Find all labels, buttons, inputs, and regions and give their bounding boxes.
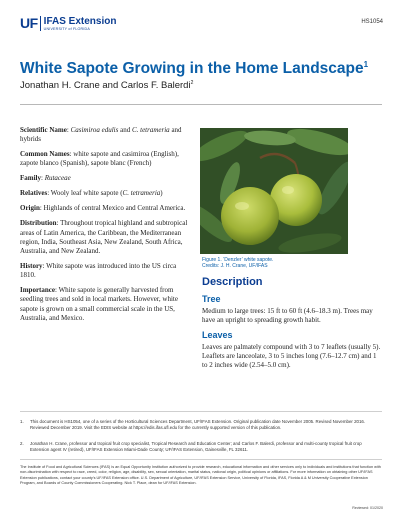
relatives-value: : Wooly leaf white sapote ( — [47, 189, 123, 198]
relatives-italic: C. tetrameria — [122, 189, 161, 198]
footnote-2 — [20, 441, 382, 453]
relatives-label: Relatives — [20, 189, 48, 198]
ifas-extension-logo[interactable] — [20, 16, 116, 32]
logo-university: UNIVERSITY of FLORIDA — [43, 27, 90, 31]
description-heading: Description — [202, 276, 263, 288]
history-value: : White sapote was introduced into the US circa 1810. — [20, 262, 177, 280]
scientific-name-label: Scientific Name — [20, 126, 67, 134]
common-names-label: Common Names — [20, 150, 70, 159]
footnote-1-number: 1. — [20, 419, 24, 424]
tree-heading: Tree — [202, 294, 221, 304]
footnote-2-text: Jonathan H. Crane, professor and tropical fruit crop specialist, Tropical Research and Education Center; and Carlos F. Balerdi, professor and multi-county tropical fruit crop Extension agent IV (retired), UF/IFAS Extension Miami-Dade County; UF/IFAS Extension, Gainesville, FL 32611. — [30, 441, 362, 452]
origin-value: : Highlands of central Mexico and Central America. — [39, 204, 186, 213]
importance-value: : White sapote is generally harvested from seedling trees and sold in local markets. However, white sapote is grown on a small commercial scale in the US, Australia, and Mexico. — [20, 286, 178, 322]
distribution-label: Distribution — [20, 219, 57, 228]
origin-para — [20, 204, 192, 213]
tree-text: Medium to large trees: 15 ft to 60 ft (4.6–18.3 m). Trees may have an upright to spreading growth habit. — [202, 307, 373, 325]
scientific-name-tail: and hybrids — [20, 126, 182, 144]
scientific-name-1: Casimiroa edulis — [70, 126, 119, 134]
history-para — [20, 262, 192, 280]
legal-divider — [20, 459, 382, 460]
leaves-heading: Leaves — [202, 330, 233, 340]
importance-label: Importance — [20, 286, 55, 295]
family-label: Family — [20, 174, 41, 183]
white-sapote-photo — [200, 128, 348, 254]
header — [0, 0, 400, 44]
logo-divider — [40, 16, 41, 31]
figure-caption — [202, 257, 342, 270]
history-label: History — [20, 262, 43, 271]
footnote-divider — [20, 411, 382, 412]
leaves-text: Leaves are palmately compound with 3 to 7 leaflets (usually 5). Leaflets are lanceolate, 3 to 5 inches long (7.6–12.7 cm) and 1 to 2 inches wide (2.54–5.0 cm). — [202, 343, 381, 370]
title-text: White Sapote Growing in the Home Landscape — [20, 60, 364, 78]
fact-column — [20, 126, 192, 329]
footnote-2-number: 2. — [20, 441, 24, 446]
footnote-1 — [20, 419, 382, 431]
relatives-end: ) — [160, 189, 163, 198]
logo-ifas-extension: IFAS Extension — [43, 16, 117, 27]
footnote-1-text: This document is HS1054, one of a series of the Horticultural Sciences Department, UF/IFAS Extension. Original publication date November 2005. Revised November 2016. Reviewed December 2019. Visit the EDIS website at https://edis.ifas.ufl.edu for the currently supported version of this publication. — [30, 419, 366, 430]
common-names-value: : white sapote and casimiroa (English), zapote blanco (Spanish), sapote blanc (French) — [20, 150, 179, 168]
scientific-name-2: C. tetrameria — [131, 126, 170, 134]
family-value: Rutaceae — [44, 174, 71, 183]
scientific-name-and: and — [118, 126, 132, 134]
common-names-para — [20, 150, 192, 168]
title-divider — [20, 104, 382, 105]
authors-footnote-ref[interactable]: 2 — [190, 80, 194, 86]
caption-credit: Credits: J. H. Crane, UF/IFAS — [202, 263, 268, 270]
distribution-value: : Throughout tropical highland and subtropical areas of Latin America, the Caribbean, the Mediterranean region, India, Southeast Asia, New Zealand, South Africa, Australia, and New Zealand. — [20, 219, 188, 256]
legal-notice: The Institute of Food and Agricultural Sciences (IFAS) is an Equal Opportunity Institution authorized to provide research, educational information and other services only to individuals and institutions that function with non-discrimination with respect to race, creed, color, religion, age, disability, sex, sexual orientation, marital status, national origin, political opinions or affiliations. For more information on obtaining other UF/IFAS Extension publications, contact your county’s UF/IFAS Extension office. U.S. Department of Agriculture, UF/IFAS Extension Service, University of Florida, IFAS, Florida A & M University Cooperative Extension Program, and Boards of County Commissioners Cooperating. Nick T. Place, dean for UF/IFAS Extension. — [20, 465, 381, 486]
logo-text — [44, 16, 117, 32]
authors-text: Jonathan H. Crane and Carlos F. Balerdi — [20, 80, 191, 92]
family-para: Family: Rutaceae — [20, 174, 71, 183]
logo-uf: UF — [20, 15, 38, 31]
importance-para — [20, 286, 192, 323]
title-footnote-ref[interactable]: 1 — [363, 60, 369, 69]
caption-line-1: Figure 1. ‘Denzler’ white sapote. — [202, 257, 274, 263]
reviewed-date: Reviewed: 01/2020 — [352, 506, 383, 510]
distribution-para — [20, 219, 192, 256]
publication-number: HS1054 — [361, 19, 383, 25]
relatives-para — [20, 189, 192, 198]
authors — [20, 80, 193, 91]
white-sapote-illustration — [200, 128, 348, 254]
scientific-name-para: Scientific Name: Casimiroa edulis and C. tetrameria and hybrids — [20, 126, 182, 144]
page-title — [20, 60, 368, 78]
origin-label: Origin — [20, 204, 40, 213]
